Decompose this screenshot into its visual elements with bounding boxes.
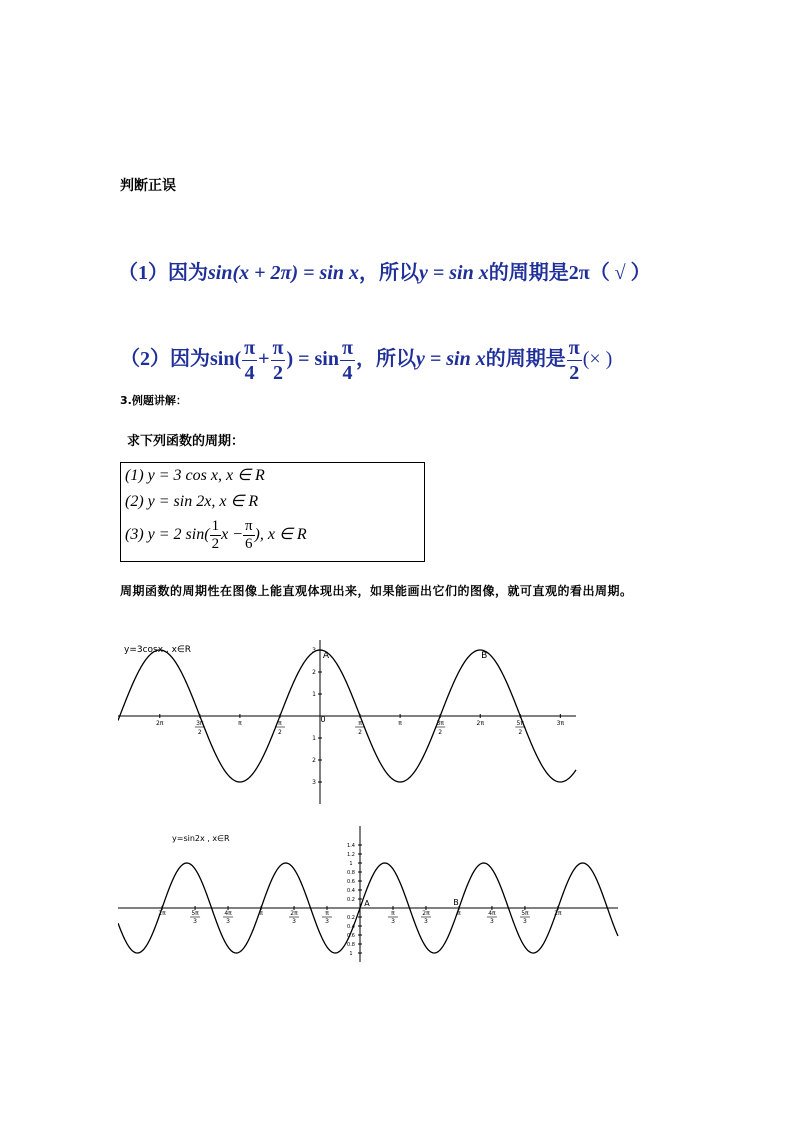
sin2x-graph: [118, 826, 620, 966]
y-tick-label: 0.6: [347, 933, 355, 939]
cos-graph: [118, 636, 580, 806]
fraction-pi-2: $\frac{\pi}{2}$: [272, 337, 284, 384]
x-tick-label: 3: [490, 918, 494, 925]
x-tick-label: 3: [226, 918, 230, 925]
fraction-pi-4-b: $\frac{\pi}{4}$: [342, 337, 353, 384]
judgment-2-rhs: y = sin x: [415, 348, 486, 371]
x-tick-label: 2: [197, 729, 202, 736]
x-tick-label: π: [278, 720, 282, 727]
x-tick-label: 3: [292, 918, 296, 925]
task-prompt: 求下列函数的周期：: [127, 434, 245, 449]
point-a-label: A: [322, 651, 330, 661]
y-tick-label: 1: [312, 691, 316, 698]
judgment-1: [118, 256, 651, 285]
example-section-title: 3.例题讲解：: [120, 394, 187, 407]
judgment-1-suffix: 的周期是2π: [488, 262, 590, 284]
judgment-2-prefix: （2）因为sin(: [120, 348, 242, 371]
y-tick-label: 0.2: [347, 897, 355, 903]
chart-title: y=3cosx , x∈R: [124, 645, 192, 655]
y-tick-label: 1.4: [347, 843, 355, 849]
x-tick-label: π: [238, 720, 242, 727]
judgment-1-mark: （ √ ）: [589, 262, 651, 284]
fraction-pi-4: $\frac{\pi}{4}$: [244, 337, 256, 384]
judgment-2: [120, 338, 612, 383]
section-heading: 判断正误: [120, 178, 176, 194]
x-tick-label: π: [391, 910, 395, 917]
judgment-1-lhs: sin(x + 2π) = sin x: [208, 262, 359, 284]
point-b-label: B: [453, 898, 459, 907]
x-tick-label: 2: [438, 729, 443, 736]
x-tick-label: 3π: [436, 720, 444, 727]
description-text: 周期函数的周期性在图像上能直观体现出来，如果能画出它们的图像，就可直观的看出周期。: [120, 584, 633, 598]
y-tick-label: 0.4: [347, 924, 355, 930]
judgment-1-mid: ，所以: [358, 262, 419, 284]
y-tick-label: 0.8: [347, 942, 355, 948]
x-tick-label: 3: [523, 918, 527, 925]
y-tick-label: 1: [312, 735, 316, 742]
x-tick-label: 3: [391, 918, 395, 925]
x-tick-label: π: [398, 720, 402, 727]
fraction-pi-2-b: $\frac{\pi}{2}$: [568, 337, 580, 384]
judgment-2-mark: (× ): [582, 348, 613, 371]
formula-box: [120, 462, 425, 562]
formula-3: (3) y = 2 sin( $\frac{1}{2}$ x − $\frac{\pi}{6}$ ), x ∈ R: [125, 518, 307, 552]
x-tick-label: 5π: [191, 910, 199, 917]
x-tick-label: 5π: [516, 720, 524, 727]
x-tick-label: 3: [193, 918, 197, 925]
x-tick-label: π: [259, 910, 263, 917]
y-tick-label: 2: [312, 669, 316, 676]
judgment-2-suffix: 的周期是: [485, 348, 566, 371]
x-tick-label: 2π: [156, 720, 164, 727]
x-tick-label: 2π: [158, 910, 166, 917]
x-tick-label: 2: [358, 729, 362, 736]
x-tick-label: 3: [424, 918, 428, 925]
y-tick-label: 1: [349, 951, 353, 957]
plus-sign: +: [258, 348, 270, 371]
fraction-1-2: $\frac{1}{2}$: [211, 518, 220, 552]
y-tick-label: 3: [312, 779, 316, 786]
x-tick-label: 5π: [521, 910, 529, 917]
x-tick-label: π: [325, 910, 329, 917]
point-a-label: A: [364, 899, 370, 908]
y-tick-label: 2: [312, 757, 316, 764]
formula-2: (2) y = sin 2x, x ∈ R: [125, 493, 259, 510]
y-tick-label: 1: [349, 861, 353, 867]
y-tick-label: 0.4: [347, 888, 355, 894]
y-tick-label: 0.2: [347, 915, 355, 921]
x-tick-label: 2π: [476, 720, 484, 727]
x-tick-label: 3π: [556, 720, 565, 727]
x-tick-label: 2π: [554, 910, 562, 917]
x-tick-label: 2π: [290, 910, 298, 917]
x-tick-label: 2π: [422, 910, 430, 917]
x-tick-label: 2: [518, 729, 523, 736]
judgment-1-rhs: y = sin x: [418, 262, 489, 284]
x-tick-label: 4π: [488, 910, 496, 917]
y-tick-label: 0.6: [347, 879, 355, 885]
judgment-2-eq: ) = sin: [286, 348, 339, 371]
y-tick-label: 0.8: [347, 870, 355, 876]
x-tick-label: π: [457, 910, 461, 917]
point-b-label: B: [481, 651, 488, 661]
x-tick-label: 4π: [224, 910, 232, 917]
x-tick-label: 3π: [196, 720, 204, 727]
judgment-2-mid: ，所以: [355, 348, 416, 371]
formula-1: (1) y = 3 cos x, x ∈ R: [125, 467, 265, 484]
y-tick-label: 3: [312, 647, 316, 654]
x-tick-label: 3: [325, 918, 329, 925]
y-tick-label: 1.2: [347, 852, 355, 858]
chart-title: y=sin2x , x∈R: [172, 834, 230, 843]
fraction-pi-6: $\frac{\pi}{6}$: [244, 518, 253, 552]
judgment-1-prefix: （1）因为: [118, 262, 208, 284]
origin-label: 0: [320, 715, 326, 724]
x-tick-label: 2: [278, 729, 282, 736]
x-tick-label: π: [358, 720, 362, 727]
